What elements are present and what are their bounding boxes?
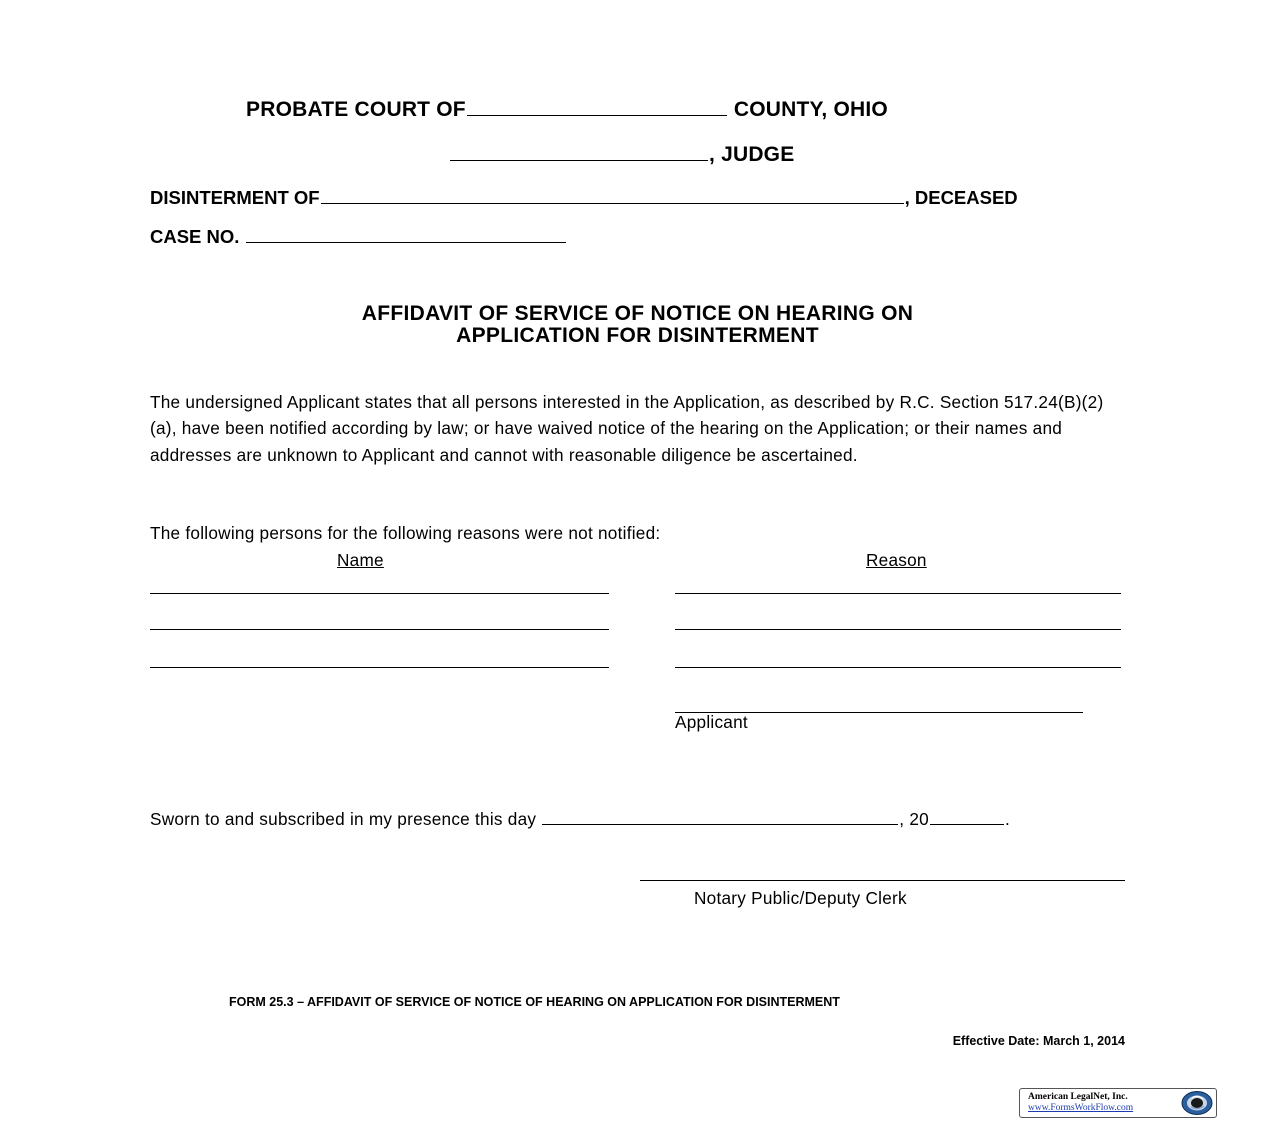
sworn-text: Sworn to and subscribed in my presence this day bbox=[150, 809, 537, 829]
court-header bbox=[246, 98, 888, 122]
document-title-line1: AFFIDAVIT OF SERVICE OF NOTICE ON HEARING ON bbox=[361, 302, 914, 325]
sworn-statement bbox=[150, 806, 1010, 832]
case-number-row bbox=[150, 226, 567, 248]
name-line-2[interactable] bbox=[150, 629, 609, 630]
legalnet-logo[interactable] bbox=[1019, 1088, 1217, 1118]
reason-line-1[interactable] bbox=[675, 593, 1121, 594]
globe-logo-icon bbox=[1180, 1090, 1214, 1116]
sworn-period: . bbox=[1004, 809, 1010, 829]
judge-blank[interactable] bbox=[450, 159, 708, 161]
case-label: CASE NO. bbox=[150, 226, 240, 247]
reason-column-header: Reason bbox=[866, 550, 927, 570]
judge-header bbox=[449, 143, 794, 167]
reason-line-2[interactable] bbox=[675, 629, 1121, 630]
name-column-header: Name bbox=[337, 550, 384, 570]
logo-company-name: American LegalNet, Inc. bbox=[1028, 1092, 1128, 1102]
document-title-line2: APPLICATION FOR DISINTERMENT bbox=[456, 324, 819, 347]
court-prefix: PROBATE COURT OF bbox=[246, 98, 466, 121]
applicant-label: Applicant bbox=[675, 712, 748, 732]
sworn-date-blank[interactable] bbox=[542, 823, 898, 825]
county-blank[interactable] bbox=[467, 114, 727, 116]
disinterment-caption bbox=[150, 187, 1018, 209]
judge-suffix: , JUDGE bbox=[709, 143, 795, 166]
disinterment-suffix: , DECEASED bbox=[904, 187, 1018, 208]
name-line-3[interactable] bbox=[150, 667, 609, 668]
deceased-name-blank[interactable] bbox=[321, 202, 904, 204]
reason-line-3[interactable] bbox=[675, 667, 1121, 668]
form-footer-title: FORM 25.3 – AFFIDAVIT OF SERVICE OF NOTICE OF HEARING ON APPLICATION FOR DISINTERMENT bbox=[229, 995, 840, 1009]
year-prefix: , 20 bbox=[899, 809, 929, 829]
case-number-blank[interactable] bbox=[246, 241, 566, 243]
not-notified-intro: The following persons for the following reasons were not notified: bbox=[150, 523, 661, 543]
affidavit-paragraph: The undersigned Applicant states that all persons interested in the Application, as described by R.C. Section 517.24(B)(2)(a), have been notified according by law; or have waived notice of the hearing on the Application; or their names and addresses are unknown to Applicant and cannot with reasonable diligence be ascertained. bbox=[150, 392, 1104, 465]
year-blank[interactable] bbox=[930, 823, 1004, 825]
disinterment-prefix: DISINTERMENT OF bbox=[150, 187, 320, 208]
name-line-1[interactable] bbox=[150, 593, 609, 594]
notary-signature-line[interactable] bbox=[640, 880, 1125, 881]
notary-label: Notary Public/Deputy Clerk bbox=[694, 888, 907, 908]
logo-url-link[interactable]: www.FormsWorkFlow.com bbox=[1028, 1103, 1134, 1113]
court-suffix: COUNTY, OHIO bbox=[733, 98, 888, 121]
effective-date: Effective Date: March 1, 2014 bbox=[952, 1034, 1125, 1048]
